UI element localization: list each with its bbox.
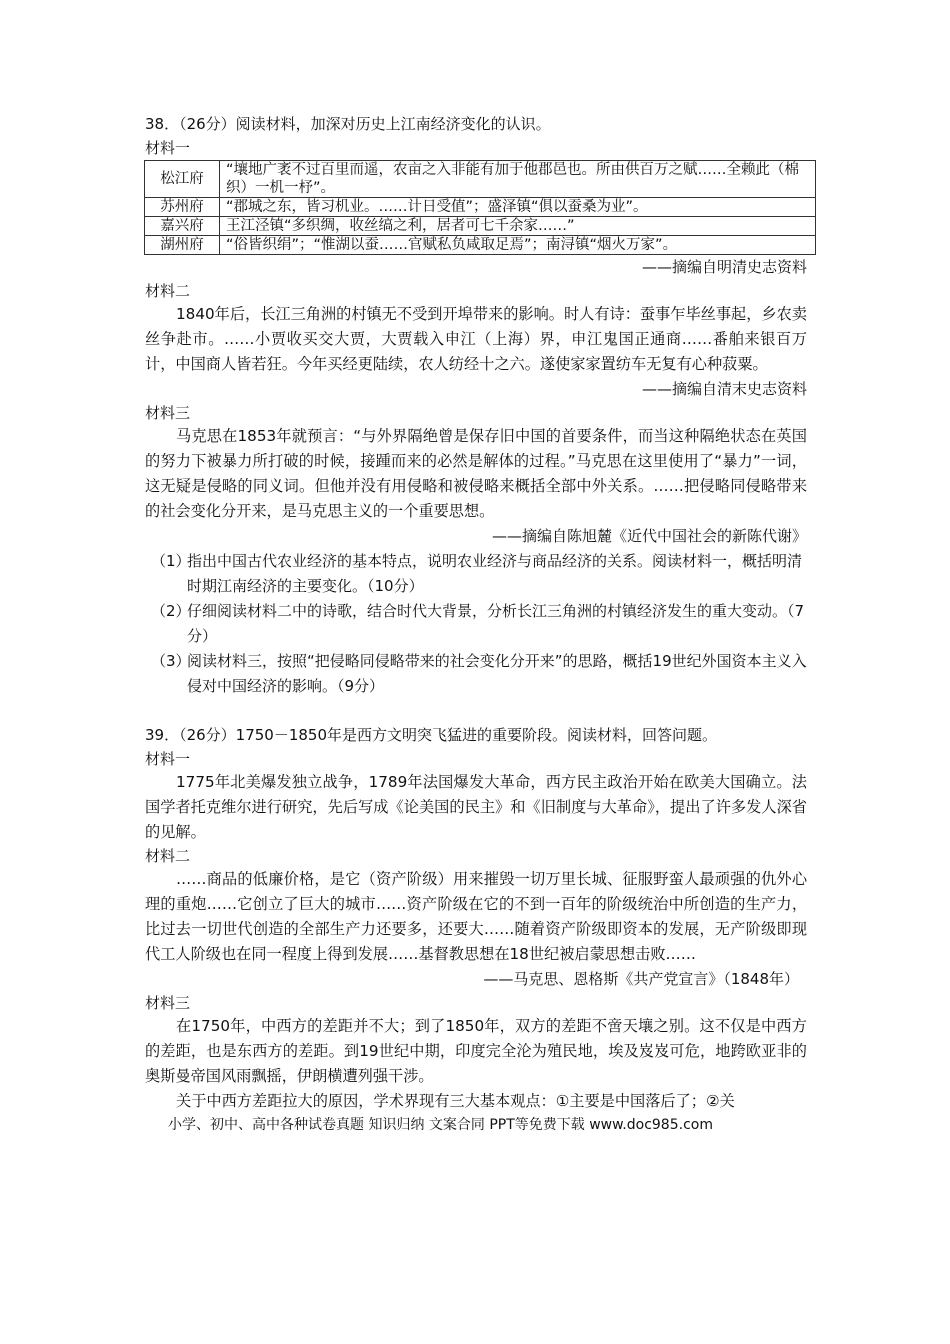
page-footer: 小学、初中、高中各种试卷真题 知识归纳 文案合同 PPT等免费下载 www.doc985.com [168, 1117, 713, 1133]
q38-material2-label: 材料二 [145, 282, 191, 300]
q39-material2-source: ——马克思、恩格斯《共产党宣言》（1848年） [483, 970, 799, 988]
table-cell-text: “壤地广袤不过百里而遥，农亩之入非能有加于他郡邑也。所由供百万之赋……全赖此（棉织）一机一杼”。 [220, 161, 816, 198]
q38-question-2 [145, 599, 807, 649]
question-text: 指出中国古代农业经济的基本特点，说明农业经济与商品经济的关系。阅读材料一，概括明清时期江南经济的主要变化。（10分） [187, 552, 803, 595]
question-text: 阅读材料三，按照“把侵略同侵略带来的社会变化分开来”的思路，概括19世纪外国资本主义入侵对中国经济的影响。（9分） [187, 652, 807, 695]
table-row [145, 161, 816, 198]
q38-material3-label: 材料三 [145, 404, 191, 422]
exam-page [145, 112, 807, 1136]
table-row [145, 217, 816, 236]
table-row [145, 236, 816, 255]
q39-material1-text: 1775年北美爆发独立战争，1789年法国爆发大革命，西方民主政治开始在欧美大国确立。法国学者托克维尔进行研究，先后写成《论美国的民主》和《旧制度与大革命》，提出了许多发人深省的见解。 [145, 773, 807, 841]
table-cell-text: “俗皆织绢”；“惟湖以蚕……官赋私负咸取足焉”；南浔镇“烟火万家”。 [220, 236, 816, 255]
q39-material2-text: ……商品的低廉价格，是它（资产阶级）用来摧毁一切万里长城、征服野蛮人最顽强的仇外心理的重炮……它创立了巨大的城市……资产阶级在它的不到一百年的阶级统治中所创造的生产力，比过去一切世代创造的全部生产力还要多，还要大……随着资产阶级即资本的发展，无产阶级即现代工人阶级也在同一程度上得到发展……基督教思想在18世纪被启蒙思想击败…… [145, 870, 807, 963]
q38-material2-text: 1840年后，长江三角洲的村镇无不受到开埠带来的影响。时人有诗：蚕事乍毕丝事起，乡农卖丝争赴市。……小贾收买交大贾，大贾载入申江（上海）界，申江鬼国正通商……番舶来银百万计，中国商人皆若狂。今年买经更陆续，农人纺经十之六。遂使家家置纺车无复有心种菽粟。 [145, 305, 807, 373]
table-cell-place: 苏州府 [145, 198, 220, 217]
question-number: （1） [151, 552, 191, 570]
q38-material1-table [144, 160, 816, 255]
q39-material3-text-2: 关于中西方差距拉大的原因，学术界现有三大基本观点：①主要是中国落后了；②关 [176, 1092, 735, 1110]
q38-material2-source: ——摘编自清末史志资料 [641, 380, 807, 398]
q39-material2-label: 材料二 [145, 847, 191, 865]
q38-material1-source: ——摘编自明清史志资料 [641, 258, 807, 276]
table-cell-text: “郡城之东，皆习机业。……计日受值”；盛泽镇“俱以蚕桑为业”。 [220, 198, 816, 217]
q38-material3-text: 马克思在1853年就预言：“与外界隔绝曾是保存旧中国的首要条件，而当这种隔绝状态在英国的努力下被暴力所打破的时候，接踵而来的必然是解体的过程。”马克思在这里使用了“暴力”一词，这无疑是侵略的同义词。但他并没有用侵略和被侵略来概括全部中外关系。……把侵略同侵略带来的社会变化分开来，是马克思主义的一个重要思想。 [145, 427, 807, 520]
q38-material3-source: ——摘编自陈旭麓《近代中国社会的新陈代谢》 [491, 527, 807, 545]
q38-material1-label: 材料一 [145, 139, 191, 157]
q39-title: 39．（26分）1750－1850年是西方文明突飞猛进的重要阶段。阅读材料，回答问题。 [145, 726, 718, 744]
q39-material1-label: 材料一 [145, 750, 191, 768]
table-row [145, 198, 816, 217]
table-cell-text: 王江泾镇“多织绸，收丝缟之利，居者可七千余家……” [220, 217, 816, 236]
table-cell-place: 嘉兴府 [145, 217, 220, 236]
question-number: （3） [151, 652, 191, 670]
table-cell-place: 松江府 [145, 161, 220, 198]
question-text: 仔细阅读材料二中的诗歌，结合时代大背景，分析长江三角洲的村镇经济发生的重大变动。（7分） [187, 602, 805, 645]
q39-material3-label: 材料三 [145, 994, 191, 1012]
section-gap [145, 699, 807, 723]
table-cell-place: 湖州府 [145, 236, 220, 255]
q38-question-1 [145, 549, 807, 599]
q38-question-3 [145, 649, 807, 699]
q39-material3-text: 在1750年，中西方的差距并不大；到了1850年，双方的差距不啻天壤之别。这不仅是中西方的差距，也是东西方的差距。到19世纪中期，印度完全沦为殖民地，埃及岌岌可危，地跨欧亚非的奥斯曼帝国风雨飘摇，伊朗横遭列强干涉。 [145, 1017, 807, 1085]
q38-title: 38．（26分）阅读材料，加深对历史上江南经济变化的认识。 [145, 115, 551, 133]
question-number: （2） [151, 602, 191, 620]
